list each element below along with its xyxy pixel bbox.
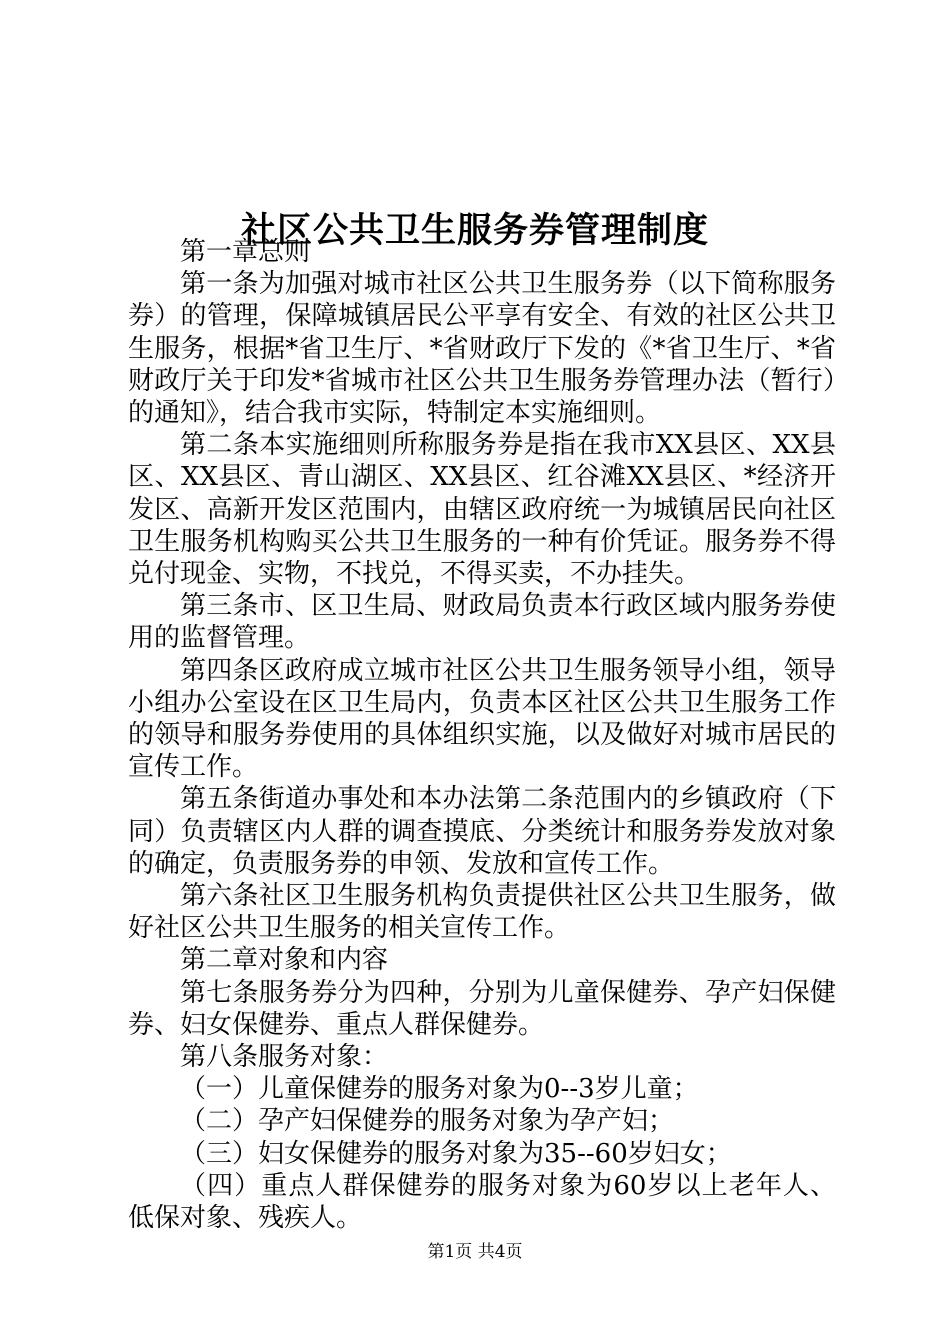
document-body: [128, 236, 836, 1234]
article-1: 第一条为加强对城市社区公共卫生服务券（以下简称服务券）的管理，保障城镇居民公平享有安全、有效的社区公共卫生服务，根据*省卫生厅、*省财政厅下发的《*省卫生厅、*省财政厅关于印发*省城市社区公共卫生服务券管理办法（暂行）的通知》，结合我市实际，特制定本实施细则。: [128, 269, 836, 429]
page-footer: 第1页 共4页: [427, 1242, 523, 1262]
article-3: 第三条市、区卫生局、财政局负责本行政区域内服务券使用的监督管理。: [128, 591, 836, 654]
article-4: 第四条区政府成立城市社区公共卫生服务领导小组，领导小组办公室设在区卫生局内，负责本区社区公共卫生服务工作的领导和服务券使用的具体组织实施，以及做好对城市居民的宣传工作。: [128, 655, 836, 783]
article-8: 第八条服务对象：: [180, 1042, 389, 1073]
article-6: 第六条社区卫生服务机构负责提供社区公共卫生服务，做好社区公共卫生服务的相关宣传工作。: [128, 881, 836, 944]
list-item-4: （四）重点人群保健券的服务对象为60岁以上老年人、低保对象、残疾人。: [128, 1170, 836, 1234]
article-7: 第七条服务券分为四种，分别为儿童保健券、孕产妇保健券、妇女保健券、重点人群保健券。: [128, 977, 836, 1040]
list-item-1: （一）儿童保健券的服务对象为0--3岁儿童；: [180, 1074, 699, 1105]
list-item-2: （二）孕产妇保健券的服务对象为孕产妇；: [180, 1106, 675, 1137]
list-item-3: （三）妇女保健券的服务对象为35--60岁妇女；: [180, 1138, 732, 1169]
chapter-heading-1: 第一章总则: [180, 237, 311, 267]
article-2: 第二条本实施细则所称服务券是指在我市XX县区、XX县区、XX县区、青山湖区、XX县区、红谷滩XX县区、*经济开发区、高新开发区范围内，由辖区政府统一为城镇居民向社区卫生服务机构购买公共卫生服务的一种有价凭证。服务券不得兑付现金、实物，不找兑，不得买卖，不办挂失。: [128, 430, 836, 590]
article-5: 第五条街道办事处和本办法第二条范围内的乡镇政府（下同）负责辖区内人群的调查摸底、分类统计和服务券发放对象的确定，负责服务券的申领、发放和宣传工作。: [128, 784, 836, 879]
chapter-heading-2: 第二章对象和内容: [180, 945, 389, 976]
document-title: 社区公共卫生服务券管理制度: [240, 211, 709, 252]
